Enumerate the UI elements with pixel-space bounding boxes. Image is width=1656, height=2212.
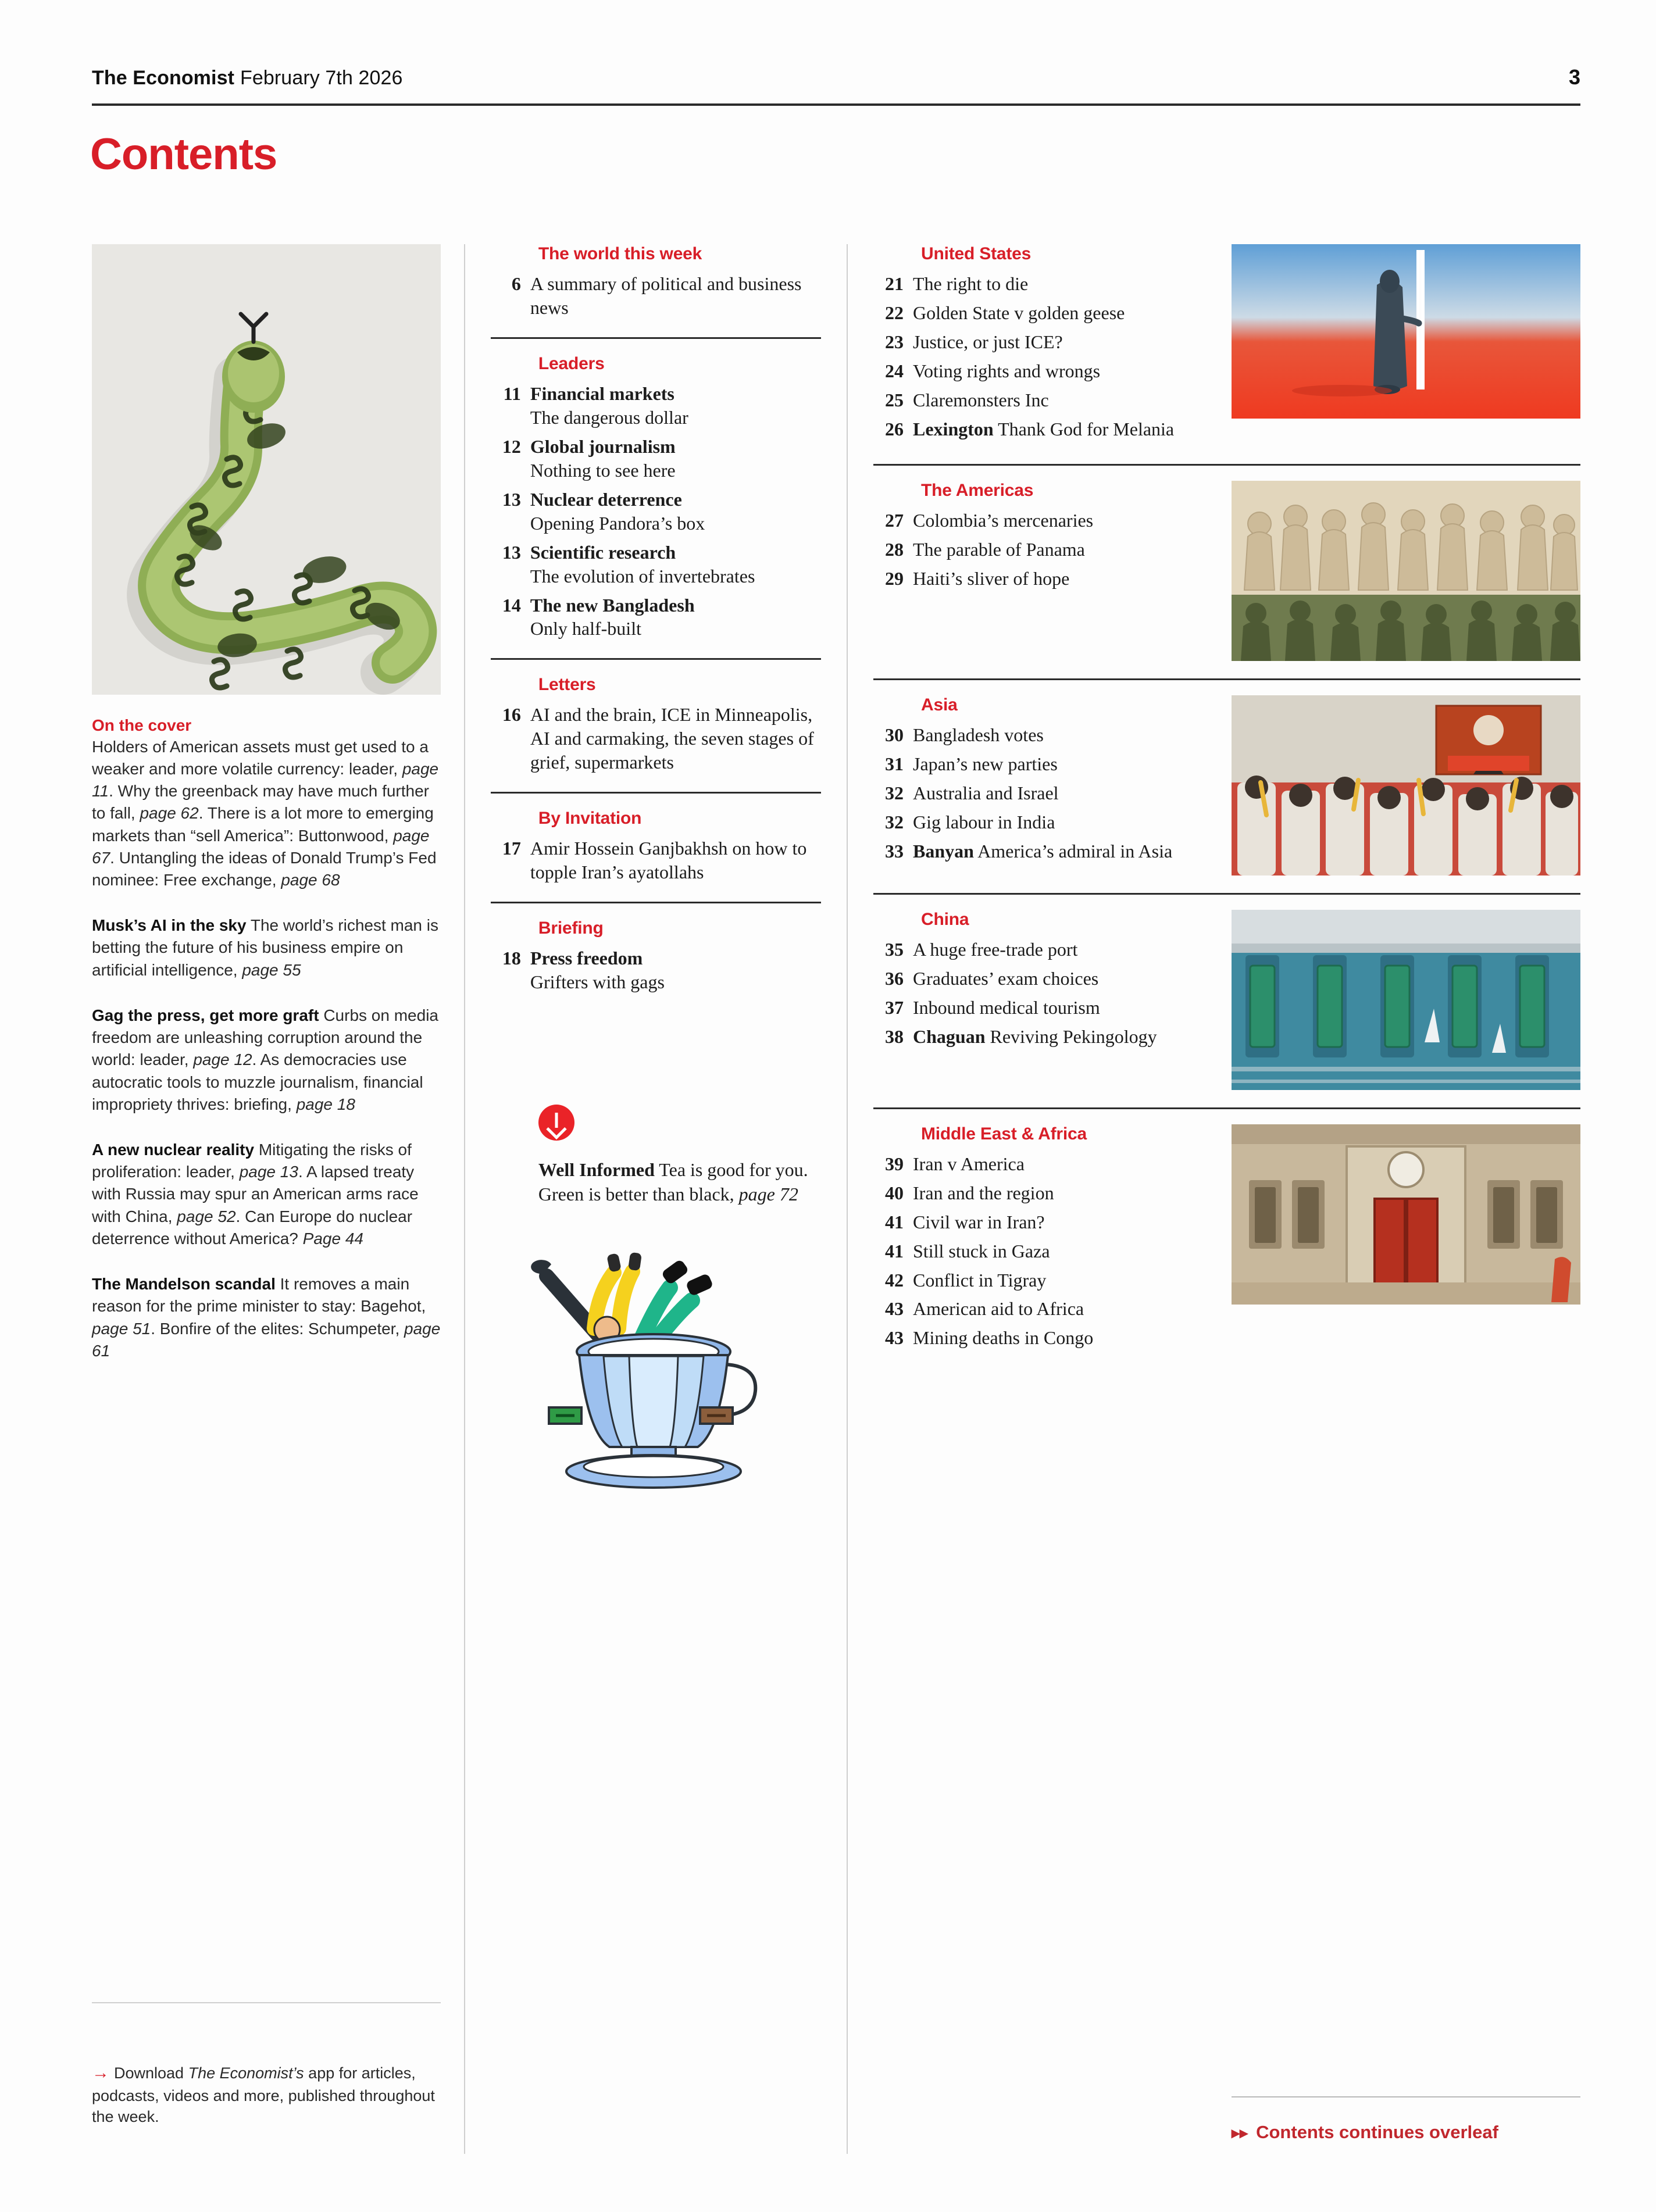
entry-subtitle: Only half-built <box>530 618 641 639</box>
section-text-block <box>873 481 1228 596</box>
arrow-right-icon: → <box>92 2063 109 2082</box>
list-item[interactable] <box>873 938 1228 962</box>
entry-title: Haiti’s sliver of hope <box>913 567 1070 589</box>
entry-title: Voting rights and wrongs <box>913 360 1101 381</box>
americas-mural-and-soldiers-image <box>1232 481 1580 661</box>
section-leaders <box>491 354 821 641</box>
entry-page: 32 <box>885 782 904 803</box>
entry-page: 41 <box>885 1240 904 1262</box>
entry-title: Inbound medical tourism <box>913 996 1100 1018</box>
entry-page: 38 <box>885 1025 904 1047</box>
entry-title-bold: Financial markets <box>530 383 674 404</box>
section-divider <box>491 658 821 660</box>
list-item[interactable] <box>873 388 1228 412</box>
list-item[interactable] <box>873 417 1228 441</box>
header-rule <box>92 103 1580 106</box>
entry-title: Amir Hossein Ganjbakhsh on how to topple Iran’s ayatollahs <box>530 838 807 883</box>
entry-title <box>530 488 821 535</box>
entry-page: 14 <box>502 594 521 616</box>
entry-title-bold: Press freedom <box>530 948 643 969</box>
cover-blurb-mandelson <box>92 1273 441 1362</box>
masthead-left <box>92 67 403 90</box>
entry-title-bold: Scientific research <box>530 541 676 563</box>
section-heading: United States <box>921 244 1032 263</box>
down-arrow-circle-icon <box>538 1105 574 1141</box>
list-item[interactable] <box>873 567 1228 591</box>
cover-blurb-musk <box>92 914 441 981</box>
column-divider-1 <box>464 244 465 2154</box>
list-item[interactable] <box>873 330 1228 354</box>
cover-blurb-press <box>92 1005 441 1116</box>
cover-blurb-press-text: Curbs on media freedom are unleashing corruption around the world: leader, page 12. As democracies use autocratic tools to muzzle journalism, financial impropriety thrives: briefing, page 18 <box>92 1006 438 1113</box>
well-informed-block[interactable] <box>491 1105 821 1494</box>
entry-page: 11 <box>503 383 521 404</box>
list-item[interactable] <box>491 272 821 320</box>
cover-column <box>92 244 441 2163</box>
section-heading: Letters <box>538 675 596 695</box>
entry-title <box>530 946 821 994</box>
entry-page: 21 <box>885 273 904 294</box>
section-divider <box>491 902 821 903</box>
entry-title: Banyan America’s admiral in Asia <box>913 840 1173 862</box>
list-item[interactable] <box>491 837 821 884</box>
entry-title: Claremonsters Inc <box>913 389 1049 410</box>
entry-subtitle: The dangerous dollar <box>530 406 688 428</box>
entry-title <box>530 594 821 641</box>
entry-subtitle: Opening Pandora’s box <box>530 512 705 534</box>
list-item[interactable] <box>873 1326 1228 1350</box>
entry-title: Iran and the region <box>913 1182 1054 1203</box>
entry-title <box>530 382 821 430</box>
asia-crowd-rally-image <box>1232 695 1580 875</box>
entry-title: Bangladesh votes <box>913 724 1044 745</box>
entry-subtitle: The evolution of invertebrates <box>530 565 755 587</box>
list-item[interactable] <box>491 435 821 483</box>
entry-title: A summary of political and business news <box>530 273 802 318</box>
entry-page: 41 <box>885 1211 904 1232</box>
list-item[interactable] <box>873 723 1228 747</box>
download-app-note[interactable] <box>92 2061 441 2128</box>
entry-page: 22 <box>885 302 904 323</box>
section-entries <box>491 272 821 320</box>
cover-blurb-nuclear-text: Mitigating the risks of proliferation: leader, page 13. A lapsed treaty with Russia may spur an American arms race with China, page 52. Can Europe do nuclear deterrence without America? Page 44 <box>92 1141 419 1248</box>
entry-page: 18 <box>502 948 521 969</box>
entry-page: 30 <box>885 724 904 745</box>
teacup-illustration <box>526 1241 781 1491</box>
issue-date: February 7th 2026 <box>240 67 403 89</box>
section-heading: By Invitation <box>538 809 642 828</box>
section-divider <box>873 893 1580 895</box>
list-item[interactable] <box>491 541 821 588</box>
section-the-americas <box>873 481 1580 661</box>
section-entries <box>873 1152 1228 1350</box>
right-column <box>873 244 1580 2163</box>
section-divider <box>491 337 821 339</box>
list-item[interactable] <box>873 1268 1228 1292</box>
section-briefing <box>491 919 821 994</box>
list-item[interactable] <box>873 1210 1228 1234</box>
entry-title: Conflict in Tigray <box>913 1269 1047 1291</box>
cover-blurb-nuclear <box>92 1139 441 1250</box>
us-figure-with-light-beam-image <box>1232 244 1580 419</box>
entry-page: 37 <box>885 996 904 1018</box>
entry-title: Colombia’s mercenaries <box>913 509 1094 531</box>
overleaf-label: Contents continues overleaf <box>1256 2122 1498 2142</box>
entry-title: Chaguan Reviving Pekingology <box>913 1025 1157 1047</box>
entry-title: Australia and Israel <box>913 782 1059 803</box>
section-text-block <box>873 695 1228 869</box>
entry-title: Civil war in Iran? <box>913 1211 1045 1232</box>
middle-column <box>491 244 821 2163</box>
entry-title: American aid to Africa <box>913 1298 1084 1320</box>
section-by-invitation <box>491 809 821 884</box>
entry-page: 6 <box>511 273 521 294</box>
section-text-block <box>873 244 1228 446</box>
column-divider-2 <box>847 244 848 2154</box>
section-text-block <box>873 910 1228 1054</box>
entry-page: 16 <box>502 704 521 726</box>
section-heading: Leaders <box>538 353 605 373</box>
page-title: Contents <box>90 130 277 179</box>
mea-building-facade-image <box>1232 1124 1580 1305</box>
list-item[interactable] <box>491 594 821 641</box>
section-heading: The Americas <box>921 480 1034 500</box>
contents-columns <box>92 244 1580 2163</box>
list-item[interactable] <box>873 538 1228 562</box>
list-item[interactable] <box>873 839 1228 863</box>
entry-title: The right to die <box>913 273 1029 294</box>
cover-blurb-press-lead: Gag the press, get more graft <box>92 1006 319 1024</box>
cover-blurb-main <box>92 736 441 892</box>
well-informed-text <box>538 1158 821 1206</box>
brand-name: The Economist <box>92 67 234 89</box>
entry-title <box>530 541 821 588</box>
entry-page: 42 <box>885 1269 904 1291</box>
list-item[interactable] <box>873 272 1228 296</box>
list-item[interactable] <box>873 301 1228 325</box>
entry-page: 32 <box>885 811 904 832</box>
watermark-ghost <box>512 6 530 70</box>
list-item[interactable] <box>491 703 821 774</box>
list-item[interactable] <box>873 1297 1228 1321</box>
list-item[interactable] <box>873 1239 1228 1263</box>
section-china <box>873 910 1580 1090</box>
well-informed-body: Tea is good for you. Green is better than black, page 72 <box>538 1159 808 1205</box>
entry-title: The parable of Panama <box>913 538 1085 560</box>
overleaf-divider <box>1232 2096 1580 2097</box>
section-heading: The world this week <box>538 244 702 263</box>
entry-page: 13 <box>502 488 521 510</box>
list-item[interactable] <box>873 359 1228 383</box>
section-divider <box>873 678 1580 680</box>
section-entries <box>491 382 821 641</box>
entry-page: 28 <box>885 538 904 560</box>
list-item[interactable] <box>873 967 1228 991</box>
section-letters <box>491 675 821 774</box>
entry-subtitle: Nothing to see here <box>530 459 676 481</box>
double-chevron-right-icon: ▸▸ <box>1232 2123 1248 2142</box>
entry-title: Iran v America <box>913 1153 1025 1174</box>
list-item[interactable] <box>873 996 1228 1020</box>
entry-page: 35 <box>885 938 904 960</box>
well-informed-lead: Well Informed <box>538 1159 655 1181</box>
section-entries <box>491 946 821 994</box>
entry-page: 27 <box>885 509 904 531</box>
cover-blurb-musk-text: The world’s richest man is betting the future of his business empire on artificial intelligence, page 55 <box>92 916 438 979</box>
entry-page: 39 <box>885 1153 904 1174</box>
section-text-block <box>873 1124 1228 1356</box>
download-divider <box>92 2002 441 2003</box>
download-app-text: Download The Economist’s app for articles, podcasts, videos and more, published throughout the week. <box>92 2064 435 2126</box>
entry-title: Justice, or just ICE? <box>913 331 1063 352</box>
cover-blurb-musk-lead: Musk’s AI in the sky <box>92 916 247 935</box>
asia-thumbnail <box>1232 695 1580 875</box>
cover-blurb-nuclear-lead: A new nuclear reality <box>92 1141 255 1159</box>
china-port-aerial-image <box>1232 910 1580 1090</box>
entry-page: 36 <box>885 967 904 989</box>
entry-title: Gig labour in India <box>913 811 1055 832</box>
section-divider <box>873 1107 1580 1109</box>
entry-title: Still stuck in Gaza <box>913 1240 1050 1262</box>
masthead <box>92 65 1580 90</box>
entry-page: 23 <box>885 331 904 352</box>
mea-thumbnail <box>1232 1124 1580 1305</box>
section-divider <box>491 792 821 794</box>
entry-page: 26 <box>885 418 904 439</box>
section-divider <box>873 464 1580 466</box>
entry-page: 13 <box>502 541 521 563</box>
entry-page: 24 <box>885 360 904 381</box>
section-entries <box>491 703 821 774</box>
entry-page: 25 <box>885 389 904 410</box>
cover-blurb-mandelson-text: It removes a main reason for the prime minister to stay: Bagehot, page 51. Bonfire of the elites: Schumpeter, page 61 <box>92 1275 441 1360</box>
entry-page: 17 <box>502 838 521 859</box>
entry-title: A huge free-trade port <box>913 938 1078 960</box>
section-heading: Asia <box>921 695 958 714</box>
list-item[interactable] <box>873 509 1228 533</box>
list-item[interactable] <box>873 752 1228 776</box>
entry-page: 31 <box>885 753 904 774</box>
section-middle-east-africa <box>873 1124 1580 1356</box>
entry-title: Lexington Thank God for Melania <box>913 418 1175 439</box>
entry-title: Golden State v golden geese <box>913 302 1125 323</box>
entry-title-bold: Nuclear deterrence <box>530 488 682 510</box>
list-item[interactable] <box>873 810 1228 834</box>
list-item[interactable] <box>491 946 821 994</box>
section-asia <box>873 695 1580 875</box>
entry-subtitle: Grifters with gags <box>530 971 665 993</box>
list-item[interactable] <box>873 1181 1228 1205</box>
list-item[interactable] <box>873 781 1228 805</box>
entry-page: 40 <box>885 1182 904 1203</box>
entry-title: Japan’s new parties <box>913 753 1058 774</box>
list-item[interactable] <box>491 488 821 535</box>
entry-title: AI and the brain, ICE in Minneapolis, AI and carmaking, the seven stages of grief, supermarkets <box>530 704 814 773</box>
cover-image <box>92 244 441 695</box>
cover-blurb-main-text: Holders of American assets must get used to a weaker and more volatile currency: leader, page 11. Why the greenback may have much further to fall, page 62. There is a lot more to emerging markets than “sell America”: Buttonwood, page 67. Untangling the ideas of Donald Trump’s Fed nominee: Free exchange, page 68 <box>92 737 439 889</box>
list-item[interactable] <box>873 1152 1228 1176</box>
americas-thumbnail <box>1232 481 1580 661</box>
contents-continues-overleaf[interactable] <box>1220 2122 1580 2143</box>
entry-page: 12 <box>502 435 521 457</box>
entry-title: Graduates’ exam choices <box>913 967 1099 989</box>
section-entries <box>873 509 1228 591</box>
cover-blurb-mandelson-lead: The Mandelson scandal <box>92 1275 276 1293</box>
entry-page: 29 <box>885 567 904 589</box>
entry-title <box>530 435 821 483</box>
section-entries <box>491 837 821 884</box>
section-heading: China <box>921 909 969 929</box>
entry-page: 33 <box>885 840 904 862</box>
on-the-cover-kicker: On the cover <box>92 716 192 734</box>
section-entries <box>873 272 1228 441</box>
us-thumbnail <box>1232 244 1580 419</box>
entry-title-bold: The new Bangladesh <box>530 594 695 616</box>
page-number-folio: 3 <box>1568 65 1580 89</box>
section-united-states <box>873 244 1580 446</box>
section-entries <box>873 938 1228 1049</box>
section-heading: Middle East & Africa <box>921 1124 1087 1143</box>
entry-page: 43 <box>885 1298 904 1320</box>
section-the-world-this-week <box>491 244 821 320</box>
list-item[interactable] <box>491 382 821 430</box>
entry-title-bold: Global journalism <box>530 435 676 457</box>
section-heading: Briefing <box>538 919 604 938</box>
entry-page: 43 <box>885 1327 904 1349</box>
dollar-snake-illustration <box>92 244 441 695</box>
list-item[interactable] <box>873 1025 1228 1049</box>
entry-title: Mining deaths in Congo <box>913 1327 1094 1349</box>
china-thumbnail <box>1232 910 1580 1090</box>
section-entries <box>873 723 1228 863</box>
